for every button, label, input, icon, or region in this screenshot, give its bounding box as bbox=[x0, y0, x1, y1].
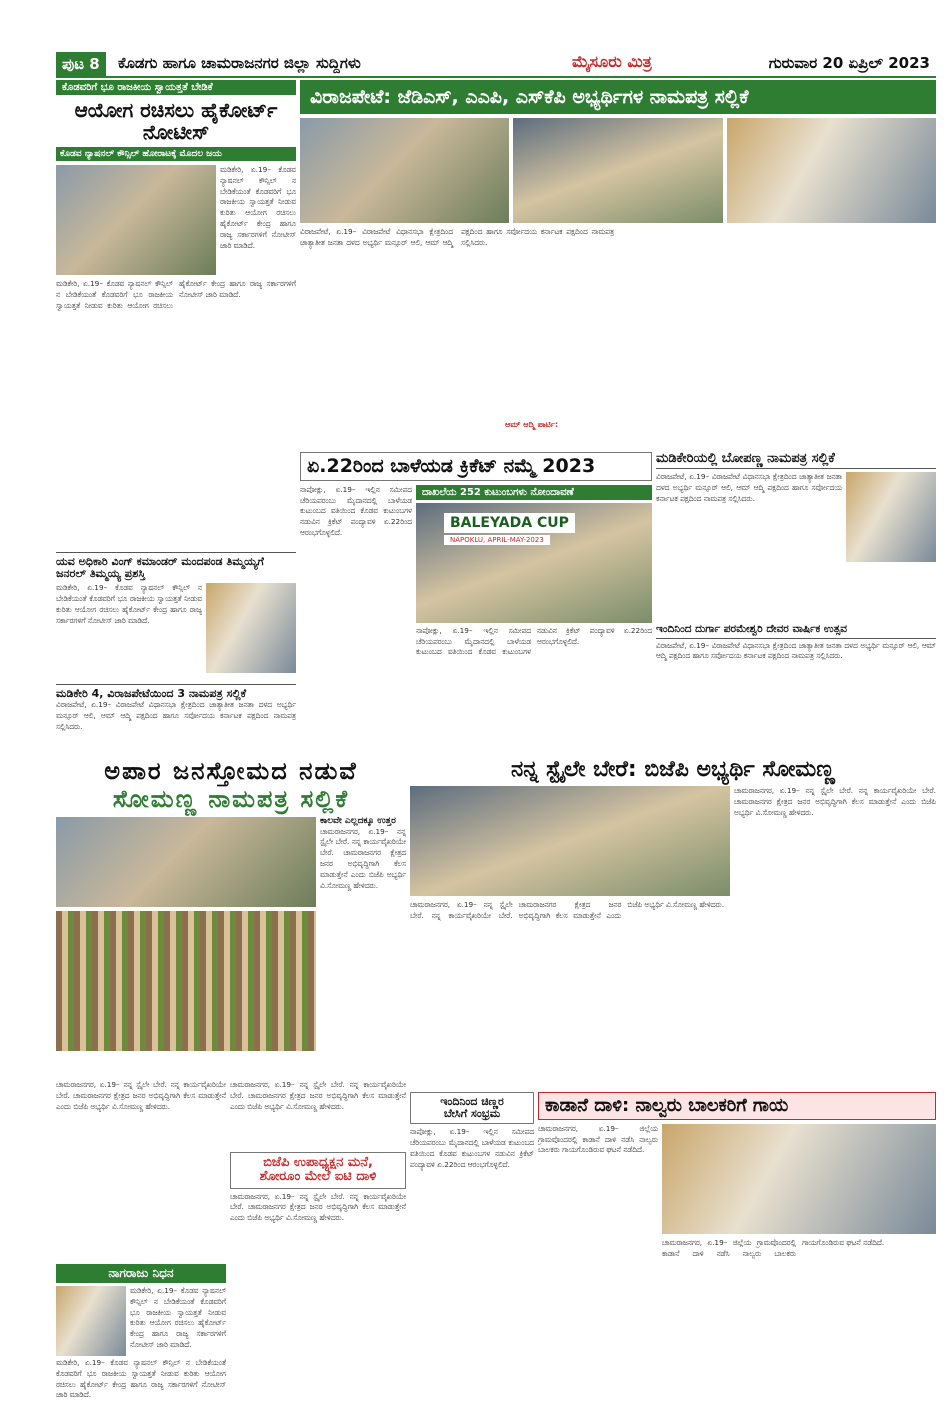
headline bbox=[230, 1152, 406, 1189]
headline: ಏ.22ರಿಂದ ಬಾಳೆಯಡ ಕ್ರಿಕೆಟ್ ನಮ್ಮೆ 2023 bbox=[300, 452, 652, 481]
headline: ನಾಗರಾಜು ನಿಧನ bbox=[56, 1264, 226, 1283]
photo-council-members bbox=[56, 165, 216, 275]
story-commission bbox=[56, 80, 296, 550]
body-text: ಚಾಮರಾಜನಗರ, ಏ.19– ಜಿಲ್ಲೆಯ ಗ್ರಾಮವೊಂದರಲ್ಲಿ ಕಾಡಾನೆ ದಾಳಿ ನಡೆಸಿ ನಾಲ್ವರು ಬಾಲಕರು ಗಾಯಗೊಂಡಿರುವ ಘಟನೆ ನಡೆದಿದೆ. bbox=[538, 1123, 658, 1155]
body-text: ಚಾಮರಾಜನಗರ, ಏ.19– ನನ್ನ ಸ್ಟೈಲೇ ಬೇರೆ. ನನ್ನ ಕಾರ್ಯವೈಖರಿಯೇ ಬೇರೆ. ಚಾಮರಾಜನಗರ ಕ್ಷೇತ್ರದ ಜನರ ಅಭಿವೃದ್ಧಿಗಾಗಿ ಕೆಲಸ ಮಾಡುತ್ತೇನೆ ಎಂದು ಬಿಜೆಪಿ ಅಭ್ಯರ್ಥಿ ವಿ.ಸೋಮಣ್ಣ ಹೇಳಿದರು. bbox=[230, 1191, 406, 1223]
photo-nomination-office bbox=[56, 817, 316, 907]
page-header bbox=[56, 50, 936, 78]
photo-obituary bbox=[56, 1286, 126, 1356]
kicker: ಕೊಡವರಿಗೆ ಭೂ ರಾಜಕೀಯ ಸ್ವಾಯತ್ತತೆ ಬೇಡಿಕೆ bbox=[56, 80, 296, 95]
body-text-cont: ಮಡಿಕೇರಿ, ಏ.19– ಕೊಡವ ನ್ಯಾಷನಲ್ ಕೌನ್ಸಿಲ್ ನ ಬೇಡಿಕೆಯಂತೆ ಕೊಡವರಿಗೆ ಭೂ ರಾಜಕೀಯ ಸ್ವಾಯತ್ತತೆ ನೀಡುವ ಕುರಿತು ಆಯೋಗ ರಚಿಸಲು ಹೈಕೋರ್ಟ್ ಕೇಂದ್ರ ಹಾಗೂ ರಾಜ್ಯ ಸರ್ಕಾರಗಳಿಗೆ ನೋಟೀಸ್ ಜಾರಿ ಮಾಡಿದೆ. bbox=[56, 1358, 226, 1400]
story-bjp-raid bbox=[230, 1080, 406, 1414]
story-thimmaiah-award bbox=[56, 552, 296, 682]
headline: ಕಾಡಾನೆ ದಾಳಿ: ನಾಲ್ವರು ಬಾಲಕರಿಗೆ ಗಾಯ bbox=[538, 1092, 936, 1120]
body-text-pre: ಚಾಮರಾಜನಗರ, ಏ.19– ನನ್ನ ಸ್ಟೈಲೇ ಬೇರೆ. ನನ್ನ ಕಾರ್ಯವೈಖರಿಯೇ ಬೇರೆ. ಚಾಮರಾಜನಗರ ಕ್ಷೇತ್ರದ ಜನರ ಅಭಿವೃದ್ಧಿಗಾಗಿ ಕೆಲಸ ಮಾಡುತ್ತೇನೆ ಎಂದು ಬಿಜೆಪಿ ಅಭ್ಯರ್ಥಿ ವಿ.ಸೋಮಣ್ಣ ಹೇಳಿದರು. bbox=[230, 1080, 406, 1111]
body-text: ಮಡಿಕೇರಿ, ಏ.19– ಕೊಡವ ನ್ಯಾಷನಲ್ ಕೌನ್ಸಿಲ್ ನ ಬೇಡಿಕೆಯಂತೆ ಕೊಡವರಿಗೆ ಭೂ ರಾಜಕೀಯ ಸ್ವಾಯತ್ತತೆ ನೀಡುವ ಕುರಿತು ಆಯೋಗ ರಚಿಸಲು ಹೈಕೋರ್ಟ್ ಕೇಂದ್ರ ಹಾಗೂ ರಾಜ್ಯ ಸರ್ಕಾರಗಳಿಗೆ ನೋಟೀಸ್ ಜಾರಿ ಮಾಡಿದೆ. bbox=[56, 583, 202, 625]
subhead: ಕೊಡವ ನ್ಯಾಷನಲ್ ಕೌನ್ಸಿಲ್ ಹೋರಾಟಕ್ಕೆ ಮೊದಲ ಜಯ bbox=[56, 147, 296, 161]
headline-line2: ಶೋರೂಂ ಮೇಲೆ ಐಟಿ ದಾಳಿ bbox=[259, 1169, 377, 1185]
banner-text: BALEYADA CUP bbox=[444, 513, 575, 533]
body-text: ಚಾಮರಾಜನಗರ, ಏ.19– ನನ್ನ ಸ್ಟೈಲೇ ಬೇರೆ. ನನ್ನ ಕಾರ್ಯವೈಖರಿಯೇ ಬೇರೆ. ಚಾಮರಾಜನಗರ ಕ್ಷೇತ್ರದ ಜನರ ಅಭಿವೃದ್ಧಿಗಾಗಿ ಕೆಲಸ ಮಾಡುತ್ತೇನೆ ಎಂದು ಬಿಜೆಪಿ ಅಭ್ಯರ್ಥಿ ವಿ.ಸೋಮಣ್ಣ ಹೇಳಿದರು. bbox=[320, 826, 406, 890]
body-text: ನಾಪೋಕ್ಲು, ಏ.19– ಇಲ್ಲಿನ ಸಮೀಪದ ಚೆರಿಯಪರಂಬು ಮೈದಾನದಲ್ಲಿ ಬಾಳೆಯಡ ಕುಟುಂಬದ ವತಿಯಿಂದ ಕೊಡವ ಕುಟುಂಬಗಳ ನಡುವಿನ ಕ್ರಿಕೆಟ್ ಪಂದ್ಯಾವಳಿ ಏ.22ರಿಂದ ಆರಂಭಗೊಳ್ಳಲಿದೆ. bbox=[410, 1127, 534, 1169]
headline: ನನ್ನ ಸ್ಟೈಲೇ ಬೇರೆ: ಬಿಜೆಪಿ ಅಭ್ಯರ್ಥಿ ಸೋಮಣ್ಣ bbox=[511, 758, 835, 782]
body-text: ಚಾಮರಾಜನಗರ, ಏ.19– ನನ್ನ ಸ್ಟೈಲೇ ಬೇರೆ. ನನ್ನ ಕಾರ್ಯವೈಖರಿಯೇ ಬೇರೆ. ಚಾಮರಾಜನಗರ ಕ್ಷೇತ್ರದ ಜನರ ಅಭಿವೃದ್ಧಿಗಾಗಿ ಕೆಲಸ ಮಾಡುತ್ತೇನೆ ಎಂದು ಬಿಜೆಪಿ ಅಭ್ಯರ್ಥಿ ವಿ.ಸೋಮಣ್ಣ ಹೇಳಿದರು. bbox=[410, 900, 725, 920]
photo-cricket-press bbox=[416, 503, 652, 623]
story-bopanna bbox=[656, 452, 936, 622]
photo-lamp-lighting bbox=[410, 786, 730, 896]
photo-crowd-rally bbox=[56, 911, 316, 1051]
body-text: ವಿರಾಜಪೇಟೆ, ಏ.19– ವಿರಾಜಪೇಟೆ ವಿಧಾನಸಭಾ ಕ್ಷೇತ್ರದಿಂದ ಜಾತ್ಯಾತೀತ ಜನತಾ ದಳದ ಅಭ್ಯರ್ಥಿ ಮನ್ಸೂರ್ ಆಲಿ, ಆಮ್ ಆದ್ಮಿ ಪಕ್ಷದಿಂದ ಹಾಗೂ ಸರ್ವೋದಯ ಕರ್ನಾಟಕ ಪಕ್ಷದಿಂದ ನಾಮಪತ್ರ ಸಲ್ಲಿಸಿದರು. bbox=[300, 227, 614, 247]
photo-jds-candidate bbox=[300, 118, 509, 223]
body-text: ವಿರಾಜಪೇಟೆ, ಏ.19– ವಿರಾಜಪೇಟೆ ವಿಧಾನಸಭಾ ಕ್ಷೇತ್ರದಿಂದ ಜಾತ್ಯಾತೀತ ಜನತಾ ದಳದ ಅಭ್ಯರ್ಥಿ ಮನ್ಸೂರ್ ಆಲಿ, ಆಮ್ ಆದ್ಮಿ ಪಕ್ಷದಿಂದ ಹಾಗೂ ಸರ್ವೋದಯ ಕರ್ನಾಟಕ ಪಕ್ಷದಿಂದ ನಾಮಪತ್ರ ಸಲ್ಲಿಸಿದರು. bbox=[56, 700, 296, 731]
body-text-cont: ಮಡಿಕೇರಿ, ಏ.19– ಕೊಡವ ನ್ಯಾಷನಲ್ ಕೌನ್ಸಿಲ್ ನ ಬೇಡಿಕೆಯಂತೆ ಕೊಡವರಿಗೆ ಭೂ ರಾಜಕೀಯ ಸ್ವಾಯತ್ತತೆ ನೀಡುವ ಕುರಿತು ಆಯೋಗ ರಚಿಸಲು ಹೈಕೋರ್ಟ್ ಕೇಂದ್ರ ಹಾಗೂ ರಾಜ್ಯ ಸರ್ಕಾರಗಳಿಗೆ ನೋಟೀಸ್ ಜಾರಿ ಮಾಡಿದೆ. bbox=[56, 279, 296, 310]
headline-line2: ಸೋಮಣ್ಣ ನಾಮಪತ್ರ ಸಲ್ಲಿಕೆ bbox=[112, 785, 350, 814]
section-title: ಕೊಡಗು ಹಾಗೂ ಚಾಮರಾಜನಗರ ಜಿಲ್ಲಾ ಸುದ್ದಿಗಳು bbox=[118, 54, 361, 72]
headline-line1: ಅಪಾರ ಜನಸ್ತೋಮದ ನಡುವೆ bbox=[104, 758, 358, 785]
caption: ಆಮ್ ಆದ್ಮಿ ಪಾರ್ಟಿ: bbox=[505, 420, 559, 429]
photo-injured-boy bbox=[662, 1124, 936, 1234]
photo-officer-portrait bbox=[206, 583, 296, 673]
body-text-cont: ಚಾಮರಾಜನಗರ, ಏ.19– ನನ್ನ ಸ್ಟೈಲೇ ಬೇರೆ. ನನ್ನ ಕಾರ್ಯವೈಖರಿಯೇ ಬೇರೆ. ಚಾಮರಾಜನಗರ ಕ್ಷೇತ್ರದ ಜನರ ಅಭಿವೃದ್ಧಿಗಾಗಿ ಕೆಲಸ ಮಾಡುತ್ತೇನೆ ಎಂದು ಬಿಜೆಪಿ ಅಭ್ಯರ್ಥಿ ವಿ.ಸೋಮಣ್ಣ ಹೇಳಿದರು. bbox=[734, 786, 936, 817]
photo-bopanna bbox=[846, 472, 936, 562]
body-text: ವಿರಾಜಪೇಟೆ, ಏ.19– ವಿರಾಜಪೇಟೆ ವಿಧಾನಸಭಾ ಕ್ಷೇತ್ರದಿಂದ ಜಾತ್ಯಾತೀತ ಜನತಾ ದಳದ ಅಭ್ಯರ್ಥಿ ಮನ್ಸೂರ್ ಆಲಿ, ಆಮ್ ಆದ್ಮಿ ಪಕ್ಷದಿಂದ ಹಾಗೂ ಸರ್ವೋದಯ ಕರ್ನಾಟಕ ಪಕ್ಷದಿಂದ ನಾಮಪತ್ರ ಸಲ್ಲಿಸಿದರು. bbox=[656, 472, 842, 503]
headline: ಯವ ಅಧಿಕಾರಿ ವಿಂಗ್ ಕಮಾಂಡರ್ ಮಂದಪಂಡ ತಿಮ್ಮಯ್ಯಗೆ ಜನರಲ್ ತಿಮ್ಮಯ್ಯ ಪ್ರಶಸ್ತಿ bbox=[56, 552, 296, 580]
story-lower-left bbox=[56, 1080, 226, 1260]
story-virajpet bbox=[300, 80, 936, 450]
body-text-cont: ಚಾಮರಾಜನಗರ, ಏ.19– ಜಿಲ್ಲೆಯ ಗ್ರಾಮವೊಂದರಲ್ಲಿ ಕಾಡಾನೆ ದಾಳಿ ನಡೆಸಿ ನಾಲ್ವರು ಬಾಲಕರು ಗಾಯಗೊಂಡಿರುವ ಘಟನೆ ನಡೆದಿದೆ. bbox=[662, 1237, 885, 1258]
story-nominations-count bbox=[56, 684, 296, 752]
newspaper-brand: ಮೈಸೂರು ಮಿತ್ರ bbox=[572, 52, 652, 71]
headline: ವಿರಾಜಪೇಟೆ: ಜೆಡಿಎಸ್, ಎಎಪಿ, ಎಸ್‌ಕೆಪಿ ಅಭ್ಯರ್ಥಿಗಳ ನಾಮಪತ್ರ ಸಲ್ಲಿಕೆ bbox=[300, 80, 936, 114]
photo-aap-candidate bbox=[513, 118, 722, 223]
issue-date: ಗುರುವಾರ 20 ಏಪ್ರಿಲ್ 2023 bbox=[768, 54, 930, 72]
headline-line1: ಇಂದಿನಿಂದ ಚಿಣ್ಣರ bbox=[440, 1095, 504, 1108]
body-text-cont: ನಾಪೋಕ್ಲು, ಏ.19– ಇಲ್ಲಿನ ಸಮೀಪದ ಚೆರಿಯಪರಂಬು ಮೈದಾನದಲ್ಲಿ ಬಾಳೆಯಡ ಕುಟುಂಬದ ವತಿಯಿಂದ ಕೊಡವ ಕುಟುಂಬಗಳ ನಡುವಿನ ಕ್ರಿಕೆಟ್ ಪಂದ್ಯಾವಳಿ ಏ.22ರಿಂದ ಆರಂಭಗೊಳ್ಳಲಿದೆ. bbox=[416, 625, 652, 657]
story-somanna-style bbox=[410, 758, 936, 1088]
story-chinnar-summer bbox=[410, 1092, 534, 1414]
body-text: ಮಡಿಕೇರಿ, ಏ.19– ಕೊಡವ ನ್ಯಾಷನಲ್ ಕೌನ್ಸಿಲ್ ನ ಬೇಡಿಕೆಯಂತೆ ಕೊಡವರಿಗೆ ಭೂ ರಾಜಕೀಯ ಸ್ವಾಯತ್ತತೆ ನೀಡುವ ಕುರಿತು ಆಯೋಗ ರಚಿಸಲು ಹೈಕೋರ್ಟ್ ಕೇಂದ್ರ ಹಾಗೂ ರಾಜ್ಯ ಸರ್ಕಾರಗಳಿಗೆ ನೋಟೀಸ್ ಜಾರಿ ಮಾಡಿದೆ. bbox=[220, 165, 296, 250]
body-text: ನಾಪೋಕ್ಲು, ಏ.19– ಇಲ್ಲಿನ ಸಮೀಪದ ಚೆರಿಯಪರಂಬು ಮೈದಾನದಲ್ಲಿ ಬಾಳೆಯಡ ಕುಟುಂಬದ ವತಿಯಿಂದ ಕೊಡವ ಕುಟುಂಬಗಳ ನಡುವಿನ ಕ್ರಿಕೆಟ್ ಪಂದ್ಯಾವಳಿ ಏ.22ರಿಂದ ಆರಂಭಗೊಳ್ಳಲಿದೆ. bbox=[300, 484, 412, 538]
body-text: ಮಡಿಕೇರಿ, ಏ.19– ಕೊಡವ ನ್ಯಾಷನಲ್ ಕೌನ್ಸಿಲ್ ನ ಬೇಡಿಕೆಯಂತೆ ಕೊಡವರಿಗೆ ಭೂ ರಾಜಕೀಯ ಸ್ವಾಯತ್ತತೆ ನೀಡುವ ಕುರಿತು ಆಯೋಗ ರಚಿಸಲು ಹೈಕೋರ್ಟ್ ಕೇಂದ್ರ ಹಾಗೂ ರಾಜ್ಯ ಸರ್ಕಾರಗಳಿಗೆ ನೋಟೀಸ್ ಜಾರಿ ಮಾಡಿದೆ. bbox=[130, 1286, 226, 1349]
story-obituary bbox=[56, 1264, 226, 1414]
body-text: ಚಾಮರಾಜನಗರ, ಏ.19– ನನ್ನ ಸ್ಟೈಲೇ ಬೇರೆ. ನನ್ನ ಕಾರ್ಯವೈಖರಿಯೇ ಬೇರೆ. ಚಾಮರಾಜನಗರ ಕ್ಷೇತ್ರದ ಜನರ ಅಭಿವೃದ್ಧಿಗಾಗಿ ಕೆಲಸ ಮಾಡುತ್ತೇನೆ ಎಂದು ಬಿಜೆಪಿ ಅಭ್ಯರ್ಥಿ ವಿ.ಸೋಮಣ್ಣ ಹೇಳಿದರು. bbox=[56, 1080, 226, 1111]
subhead: ದಾಖಲೆಯ 252 ಕುಟುಂಬಗಳು ನೋಂದಾವಣೆ bbox=[416, 485, 652, 500]
story-durga-festival bbox=[656, 624, 936, 752]
headline: ಇಂದಿನಿಂದ ದುರ್ಗಾ ಪರಮೇಶ್ವರಿ ದೇವರ ವಾರ್ಷಿಕ ಉತ್ಸವ bbox=[656, 624, 936, 639]
photo-skp-candidate bbox=[727, 118, 936, 223]
headline-line1: ಬಿಜೆಪಿ ಉಪಾಧ್ಯಕ್ಷನ ಮನೆ, bbox=[263, 1155, 373, 1170]
banner-subtext: NAPOKLU, APRIL-MAY-2023 bbox=[444, 535, 550, 545]
story-cricket bbox=[300, 452, 652, 752]
headline bbox=[410, 1092, 534, 1124]
headline-line2: ಬೇಸಿಗೆ ಸಂಭ್ರಮ bbox=[443, 1107, 501, 1121]
page-number-badge: ಪುಟ 8 bbox=[56, 52, 106, 76]
headline: ಮಡಿಕೇರಿ 4, ವಿರಾಜಪೇಟೆಯಿಂದ 3 ನಾಮಪತ್ರ ಸಲ್ಲಿಕೆ bbox=[56, 684, 296, 700]
headline: ಆಯೋಗ ರಚಿಸಲು ಹೈಕೋರ್ಟ್ ನೋಟೀಸ್ bbox=[74, 98, 278, 144]
side-title: ಕಾಲವೇ ಎಲ್ಲದಕ್ಕೂ ಉತ್ತರ bbox=[320, 815, 396, 826]
story-somanna-nomination bbox=[56, 758, 406, 1078]
headline: ಮಡಿಕೇರಿಯಲ್ಲಿ ಬೋಪಣ್ಣ ನಾಮಪತ್ರ ಸಲ್ಲಿಕೆ bbox=[656, 452, 936, 469]
story-elephant-attack bbox=[538, 1092, 936, 1414]
body-text: ವಿರಾಜಪೇಟೆ, ಏ.19– ವಿರಾಜಪೇಟೆ ವಿಧಾನಸಭಾ ಕ್ಷೇತ್ರದಿಂದ ಜಾತ್ಯಾತೀತ ಜನತಾ ದಳದ ಅಭ್ಯರ್ಥಿ ಮನ್ಸೂರ್ ಆಲಿ, ಆಮ್ ಆದ್ಮಿ ಪಕ್ಷದಿಂದ ಹಾಗೂ ಸರ್ವೋದಯ ಕರ್ನಾಟಕ ಪಕ್ಷದಿಂದ ನಾಮಪತ್ರ ಸಲ್ಲಿಸಿದರು. bbox=[656, 640, 936, 661]
